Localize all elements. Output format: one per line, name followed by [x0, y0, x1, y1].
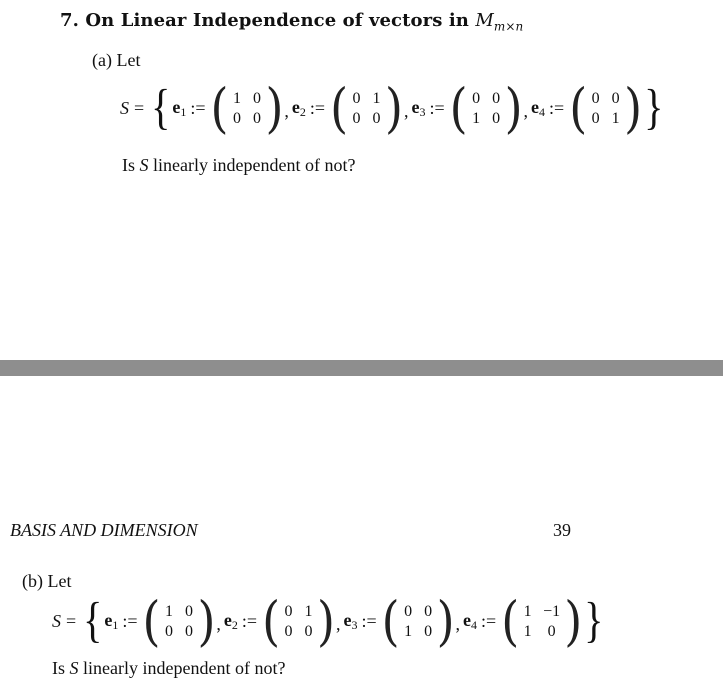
part-b-matrix-4-entry-2: −1 [543, 602, 561, 620]
part-b-matrix-3-entry-1: 0 [404, 602, 413, 620]
part-b-matrix-4-entry-3: 1 [523, 622, 532, 640]
part-a-matrix-2-entry-3: 0 [352, 109, 361, 127]
part-b-matrix-3-entry-2: 0 [424, 602, 433, 620]
bottom-page-fragment [0, 376, 723, 686]
part-b-matrix-4-entry-4: 0 [547, 622, 556, 640]
part-a-assign-4: := [549, 97, 565, 118]
part-b-right-brace: } [584, 591, 604, 648]
part-b-assign-2: := [241, 610, 258, 631]
problem-title [60, 10, 523, 34]
part-a-matrix-4 [591, 89, 620, 128]
part-a-matrix-2 [352, 89, 381, 128]
part-a-left-paren-2: ( [330, 76, 349, 140]
part-a-matrix-4-entry-4: 1 [611, 109, 620, 127]
part-b-left-paren-3: ( [381, 589, 400, 653]
part-a-left-paren-1: ( [210, 76, 229, 140]
part-b-vector-name-4: $e_4$ [463, 609, 478, 632]
problem-number: 7. [60, 10, 79, 31]
part-b-assign-4: := [481, 610, 497, 631]
part-a-assign-1: := [190, 97, 206, 118]
part-b-matrix-1 [164, 602, 193, 641]
part-b-right-paren-2: ) [317, 589, 335, 653]
part-b-matrix-2-entry-3: 0 [284, 622, 293, 640]
part-b-set-definition [52, 589, 605, 653]
part-b-left-paren-4: ( [501, 589, 520, 653]
part-a-vector-name-3: $e_3$ [411, 96, 426, 119]
part-b-matrix-1-entry-3: 0 [164, 622, 173, 640]
page-divider [0, 360, 723, 376]
part-a-vector-name-1: $e_1$ [172, 96, 187, 119]
matrix-space-symbol: $M_{m\times n}$ [475, 10, 524, 34]
part-a-question: Is S linearly independent of not? [122, 155, 356, 175]
page-number: 39 [553, 520, 571, 540]
part-a-matrix-1-entry-1: 1 [232, 89, 241, 107]
part-b-matrix-3-entry-3: 1 [404, 622, 413, 640]
part-a-left-brace: { [151, 78, 171, 135]
part-a-matrix-3-entry-1: 0 [472, 89, 481, 107]
running-header-title: BASIS AND DIMENSION [10, 520, 198, 540]
part-b-matrix-2-entry-2: 1 [304, 602, 313, 620]
part-a-equals-sign: = [134, 97, 145, 118]
part-b-matrix-1-entry-4: 0 [184, 622, 193, 640]
part-a-comma-2: , [403, 100, 409, 121]
part-a-vector-name-4: $e_4$ [531, 96, 546, 119]
part-b-matrix-2 [284, 602, 313, 641]
problem-title-text: On Linear Independence of vectors in [85, 10, 469, 31]
part-a-comma-3: , [523, 100, 529, 121]
part-a-matrix-4-entry-1: 0 [591, 89, 600, 107]
part-b-vector-name-1: $e_1$ [104, 609, 119, 632]
part-a-right-paren-1: ) [265, 76, 284, 140]
part-a-matrix-4-entry-3: 0 [591, 109, 600, 127]
part-a-matrix-1 [232, 89, 261, 128]
part-a-right-paren-3: ) [504, 76, 523, 140]
part-b-equals-sign: = [66, 610, 77, 631]
part-a-right-paren-4: ) [624, 76, 643, 140]
part-b-matrix-4 [523, 602, 560, 641]
part-a-matrix-1-entry-4: 0 [252, 109, 261, 127]
part-a-matrix-3 [472, 89, 501, 128]
part-a-matrix-3-entry-3: 1 [472, 109, 481, 127]
part-b-assign-1: := [122, 610, 138, 631]
part-b-comma-1: , [216, 613, 221, 634]
part-b-right-paren-1: ) [197, 589, 216, 653]
part-a-matrix-1-entry-3: 0 [232, 109, 241, 127]
part-b-left-brace: { [83, 591, 103, 648]
part-a-left-paren-4: ( [569, 76, 588, 140]
part-a-right-paren-2: ) [385, 76, 403, 140]
part-b-comma-2: , [335, 613, 341, 634]
part-a-comma-1: , [284, 100, 289, 121]
part-a-matrix-3-entry-2: 0 [492, 89, 501, 107]
part-b-matrix-1-entry-1: 1 [164, 602, 173, 620]
part-b-assign-3: := [361, 610, 377, 631]
part-a-assign-2: := [309, 97, 326, 118]
part-a-set-symbol: S [120, 97, 129, 118]
part-a-matrix-3-entry-4: 0 [492, 109, 501, 127]
part-b-label: (b) Let [22, 571, 72, 591]
part-b-vector-name-3: $e_3$ [343, 609, 358, 632]
part-b-matrix-3-entry-4: 0 [424, 622, 433, 640]
part-a-set-definition [120, 76, 665, 140]
part-b-question: Is S linearly independent of not? [52, 658, 286, 678]
part-a-matrix-4-entry-2: 0 [611, 89, 620, 107]
part-a-vector-name-2: $e_2$ [291, 96, 306, 119]
part-b-matrix-1-entry-2: 0 [184, 602, 193, 620]
part-b-matrix-3 [404, 602, 433, 641]
part-b-right-paren-3: ) [436, 589, 455, 653]
part-a-matrix-2-entry-2: 1 [372, 89, 381, 107]
part-b-matrix-2-entry-4: 0 [304, 622, 313, 640]
part-b-set-symbol: S [52, 610, 61, 631]
part-b-left-paren-2: ( [262, 589, 281, 653]
part-b-matrix-4-entry-1: 1 [523, 602, 532, 620]
part-a-label: (a) Let [92, 50, 141, 70]
part-b-comma-3: , [455, 613, 461, 634]
part-b-vector-name-2: $e_2$ [223, 609, 238, 632]
part-a-matrix-2-entry-4: 0 [372, 109, 381, 127]
part-b-matrix-2-entry-1: 0 [284, 602, 293, 620]
part-a-assign-3: := [429, 97, 445, 118]
part-a-right-brace: } [644, 78, 664, 135]
part-a-matrix-1-entry-2: 0 [252, 89, 261, 107]
part-b-left-paren-1: ( [142, 589, 161, 653]
part-a-matrix-2-entry-1: 0 [352, 89, 361, 107]
part-a-left-paren-3: ( [449, 76, 468, 140]
part-b-right-paren-4: ) [564, 589, 583, 653]
